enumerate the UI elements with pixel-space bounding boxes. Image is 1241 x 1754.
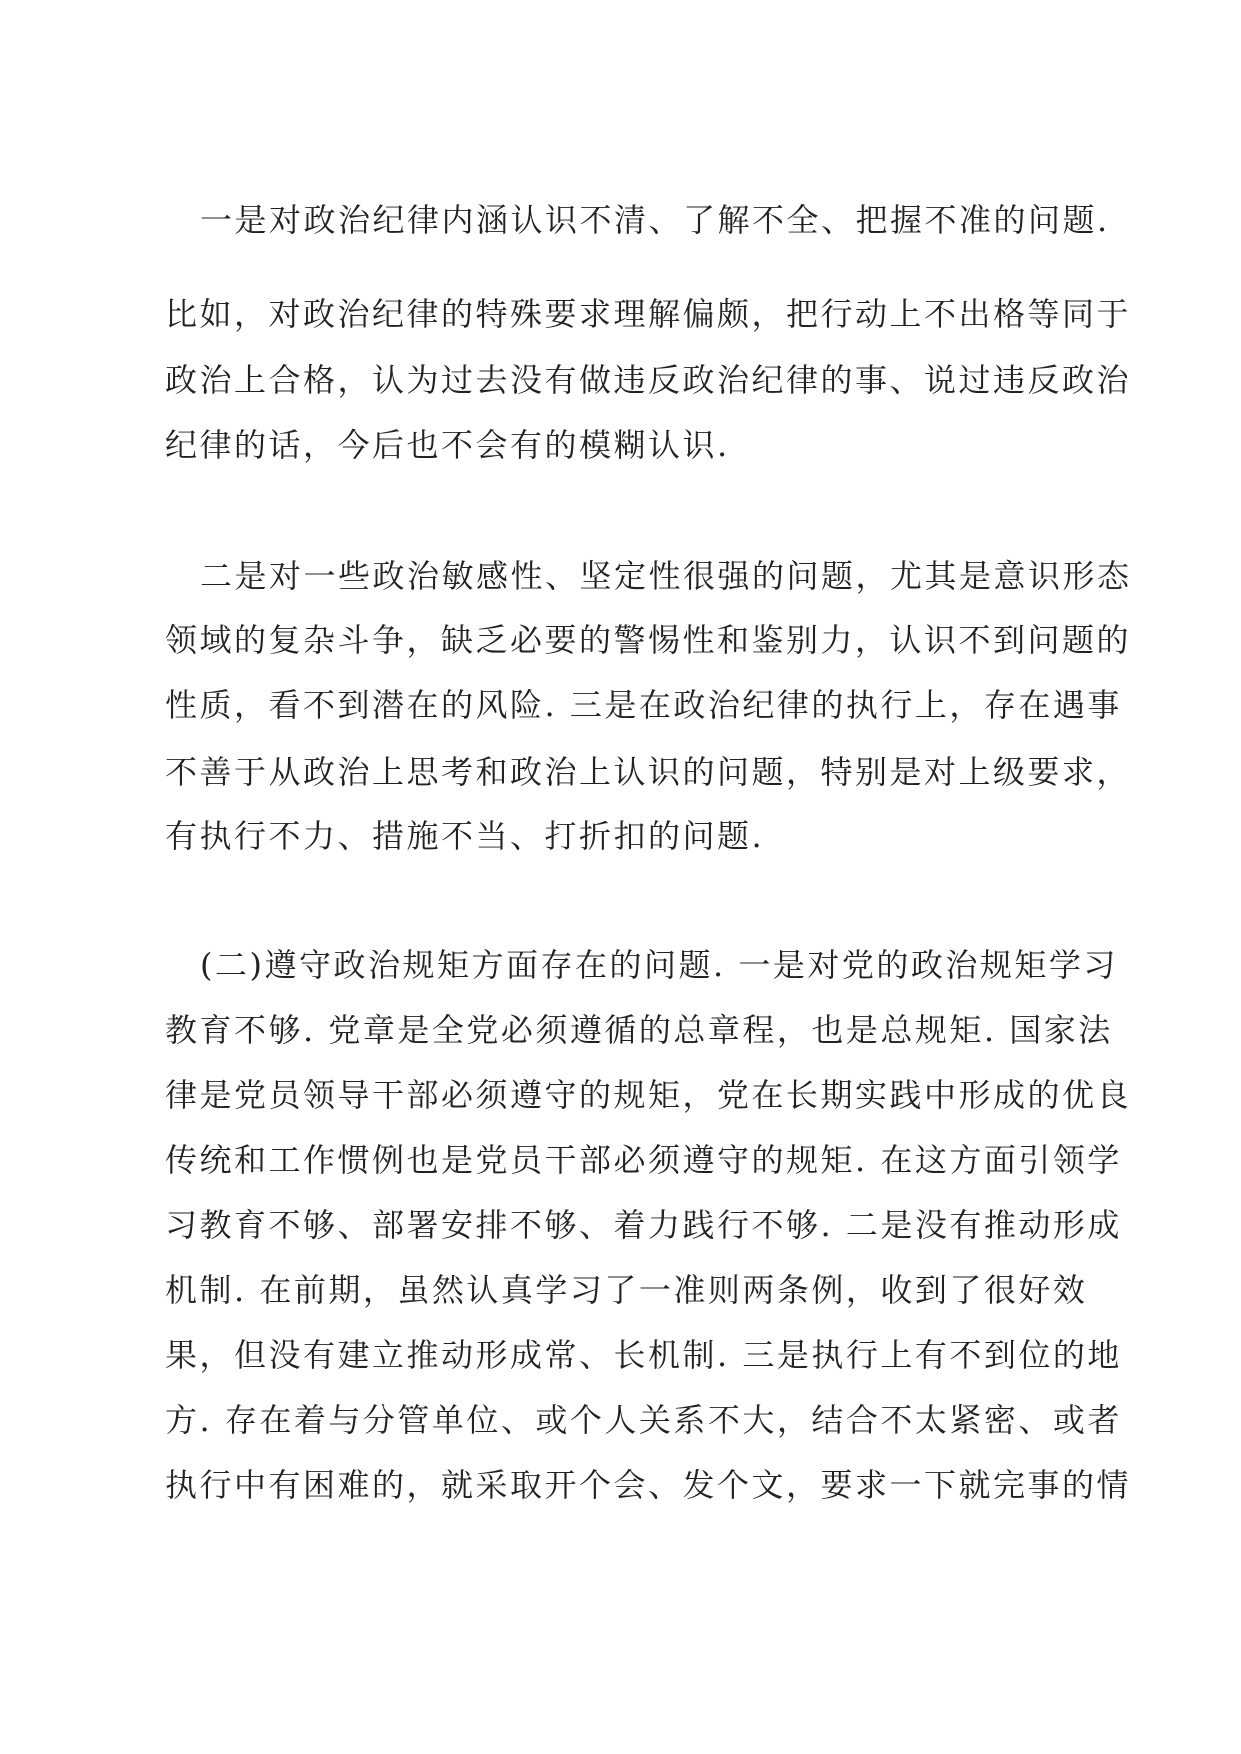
text-line: 习教育不够、部署安排不够、着力践行不够. 二是没有推动形成: [165, 1206, 1122, 1244]
text-line: 二是对一些政治敏感性、坚定性很强的问题，尤其是意识形态: [200, 557, 1132, 595]
text-line: 领域的复杂斗争，缺乏必要的警惕性和鉴别力，认识不到问题的: [165, 621, 1132, 659]
text-line: 果，但没有建立推动形成常、长机制. 三是执行上有不到位的地: [165, 1336, 1122, 1374]
text-line: 执行中有困难的，就采取开个会、发个文，要求一下就完事的情: [165, 1466, 1132, 1504]
text-line: 一是对政治纪律内涵认识不清、了解不全、把握不准的问题.: [200, 201, 1110, 239]
text-line: 教育不够. 党章是全党必须遵循的总章程，也是总规矩. 国家法: [165, 1011, 1113, 1049]
text-line: 有执行不力、措施不当、打折扣的问题.: [165, 817, 765, 855]
text-line: 性质，看不到潜在的风险. 三是在政治纪律的执行上，存在遇事: [165, 686, 1122, 724]
text-line: 政治上合格，认为过去没有做违反政治纪律的事、说过违反政治: [165, 361, 1132, 399]
text-line: 律是党员领导干部必须遵守的规矩，党在长期实践中形成的优良: [165, 1076, 1132, 1114]
text-line: (二)遵守政治规矩方面存在的问题. 一是对党的政治规矩学习: [200, 946, 1118, 984]
text-line: 传统和工作惯例也是党员干部必须遵守的规矩. 在这方面引领学: [165, 1141, 1122, 1179]
text-line: 不善于从政治上思考和政治上认识的问题，特别是对上级要求，: [165, 753, 1132, 791]
text-line: 机制. 在前期，虽然认真学习了一准则两条例，收到了很好效: [165, 1271, 1088, 1309]
text-line: 纪律的话，今后也不会有的模糊认识.: [165, 426, 730, 464]
text-line: 比如，对政治纪律的特殊要求理解偏颇，把行动上不出格等同于: [165, 295, 1132, 333]
text-line: 方. 存在着与分管单位、或个人关系不大，结合不太紧密、或者: [165, 1401, 1122, 1439]
